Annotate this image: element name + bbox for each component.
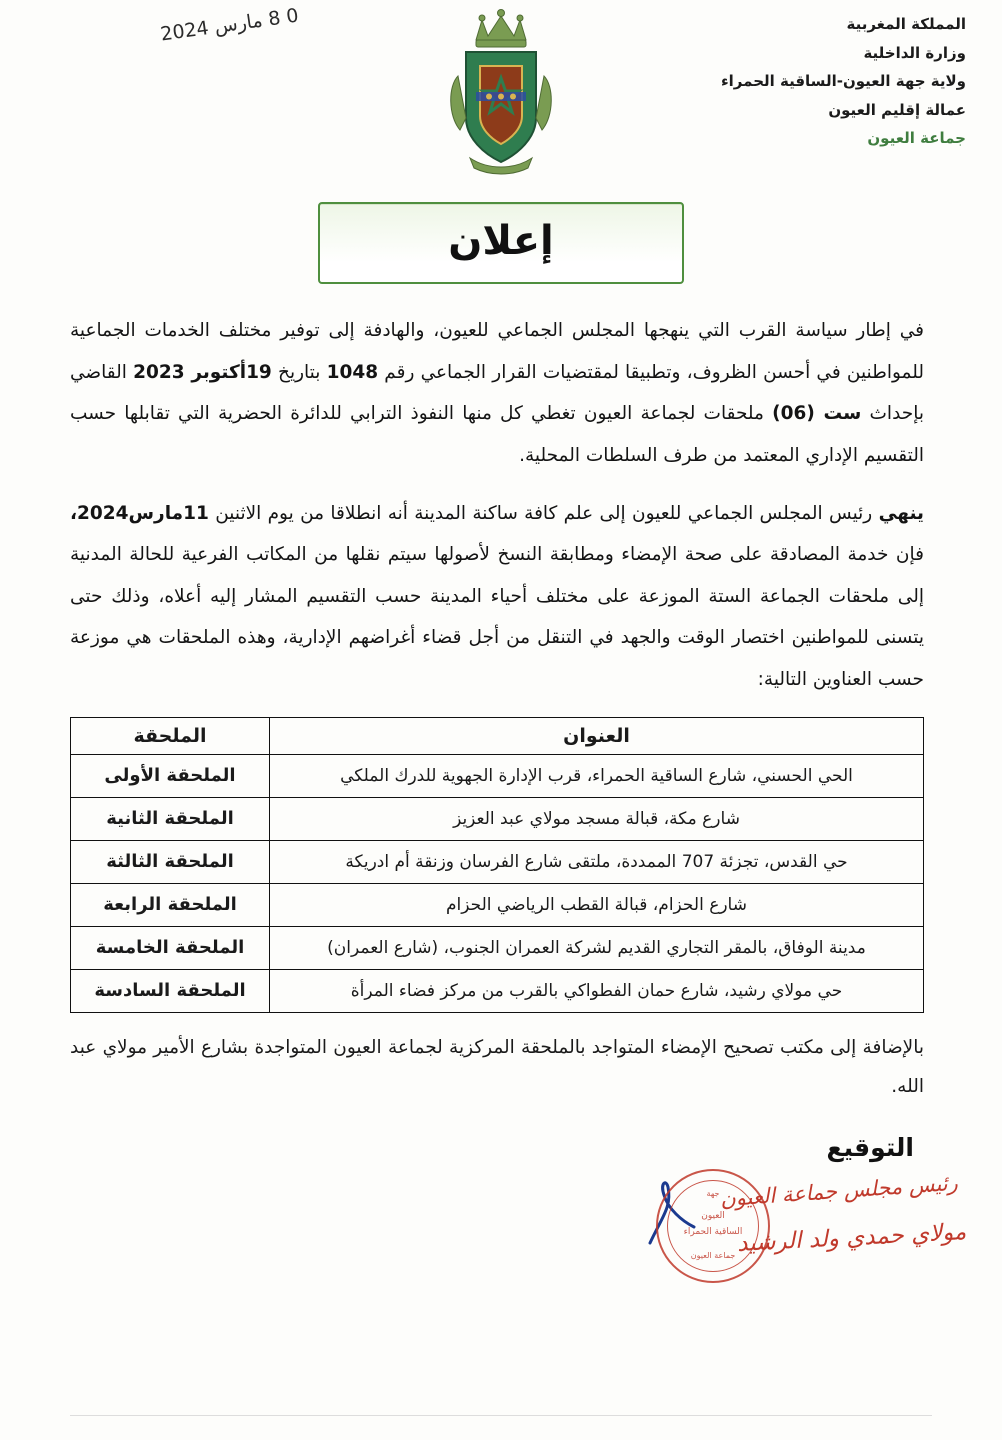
- closing-paragraph: بالإضافة إلى مكتب تصحيح الإمضاء المتواجد بالملحقة المركزية لجماعة العيون المتواجدة بشارع الأمير مولاي عبد الله.: [70, 1036, 924, 1097]
- column-header-address: العنوان: [270, 717, 924, 754]
- cell-annexe: الملحقة الرابعة: [71, 883, 270, 926]
- table-row: [71, 926, 924, 969]
- annexes-table: [70, 717, 924, 1013]
- cell-annexe: الملحقة الأولى: [71, 754, 270, 797]
- signature-line-role: رئيس مجلس جماعة العيون: [719, 1170, 959, 1211]
- table-header-row: [71, 717, 924, 754]
- document-header: [0, 0, 1002, 200]
- signature-label: التوقيع: [826, 1132, 914, 1162]
- p1-bold-count: ست (06): [772, 403, 862, 425]
- cell-annexe: الملحقة الثالثة: [71, 840, 270, 883]
- p2-bold-start-date: 11مارس2024،: [70, 502, 209, 524]
- paragraph-2: [70, 493, 924, 701]
- cell-address: حي مولاي رشيد، شارع حمان الفطواكي بالقرب من مركز فضاء المرأة: [270, 969, 924, 1012]
- p1-segment-3: القاضي بإحداث: [70, 361, 924, 425]
- signature-area: [0, 1133, 1002, 1313]
- cell-annexe: الملحقة الخامسة: [71, 926, 270, 969]
- announcement-title-box: [318, 202, 684, 284]
- cell-address: شارع مكة، قبالة مسجد مولاي عبد العزيز: [270, 797, 924, 840]
- cell-address: حي القدس، تجزئة 707 الممددة، ملتقى شارع الفرسان وزنقة أم ادريكة: [270, 840, 924, 883]
- table-row: [71, 840, 924, 883]
- p1-segment-4: ملحقات لجماعة العيون تغطي كل منها النفوذ الترابي للدائرة الحضرية التي تقابلها حسب التقسيم الإداري المعتمد من طرف السلطات المحلية.: [70, 403, 924, 466]
- column-header-annexe: الملحقة: [71, 717, 270, 754]
- announcement-title-wrap: [0, 202, 1002, 284]
- p2-segment-1: رئيس المجلس الجماعي للعيون إلى علم كافة ساكنة المدينة أنه انطلاقا من يوم الاثنين: [208, 502, 879, 524]
- p1-segment-2: بتاريخ: [271, 361, 327, 383]
- signature-line-name: مولاي حمدي ولد الرشيد: [736, 1218, 967, 1257]
- commune-name: جماعة العيون: [867, 129, 966, 147]
- p2-segment-2: فإن خدمة المصادقة على صحة الإمضاء ومطابقة النسخ لأصولها سيتم نقلها من المكاتب الفرعية للحالة المدنية إلى ملحقات الجماعة الستة الموزعة على مختلف أحياء المدينة حسب التقسيم المشار إليه أعلاه، وذلك حتى يتسنى للمواطنين اختصار الوقت والجهد في التنقل من أجل قضاء أغراضهم الإدارية، وهذه الملحقات هي موزعة حسب العناوين التالية:: [70, 544, 924, 690]
- stamp-line-3: الساقية الحمراء: [683, 1226, 743, 1237]
- page-title: إعلان: [448, 218, 554, 264]
- cell-annexe: الملحقة السادسة: [71, 969, 270, 1012]
- morocco-coat-of-arms-icon: [436, 6, 566, 176]
- ministry-heading-block: [721, 10, 966, 153]
- paragraph-1: [70, 310, 924, 477]
- stamp-line-2: العيون: [701, 1210, 725, 1221]
- cell-address: شارع الحزام، قبالة القطب الرياضي الحزام: [270, 883, 924, 926]
- table-row: [71, 797, 924, 840]
- page-bottom-divider: [70, 1415, 932, 1416]
- stamp-line-1: جهة: [706, 1188, 720, 1198]
- ministry-line-4: عمالة إقليم العيون: [828, 100, 966, 119]
- cell-address: مدينة الوفاق، بالمقر التجاري القديم لشركة العمران الجنوب، (شارع العمران): [270, 926, 924, 969]
- p1-bold-decree-number: 1048: [326, 361, 379, 383]
- table-row: [71, 969, 924, 1012]
- table-row: [71, 883, 924, 926]
- ministry-line-3: ولاية جهة العيون-الساقية الحمراء: [721, 72, 966, 90]
- p2-bold-verb: ينهي: [878, 502, 924, 524]
- cell-address: الحي الحسني، شارع الساقية الحمراء، قرب الإدارة الجهوية للدرك الملكي: [270, 754, 924, 797]
- cell-annexe: الملحقة الثانية: [71, 797, 270, 840]
- p1-segment-1: في إطار سياسة القرب التي ينهجها المجلس الجماعي للعيون، والهادفة إلى توفير مختلف الخدمات الجماعية للمواطنين في أحسن الظروف، وتطبيقا لمقتضيات القرار الجماعي رقم: [70, 320, 924, 383]
- stamp-line-4: جماعة العيون: [690, 1250, 736, 1260]
- official-round-stamp: [656, 1169, 770, 1283]
- document-body: [70, 310, 924, 701]
- table-row: [71, 754, 924, 797]
- ministry-line-1: المملكة المغربية: [846, 15, 966, 33]
- annexes-table-wrap: [70, 717, 924, 1013]
- date-stamp: 0 8 مارس 2024: [159, 4, 300, 46]
- p1-bold-decree-date: 19أكتوبر 2023: [133, 361, 272, 383]
- ministry-line-2: وزارة الداخلية: [863, 43, 966, 62]
